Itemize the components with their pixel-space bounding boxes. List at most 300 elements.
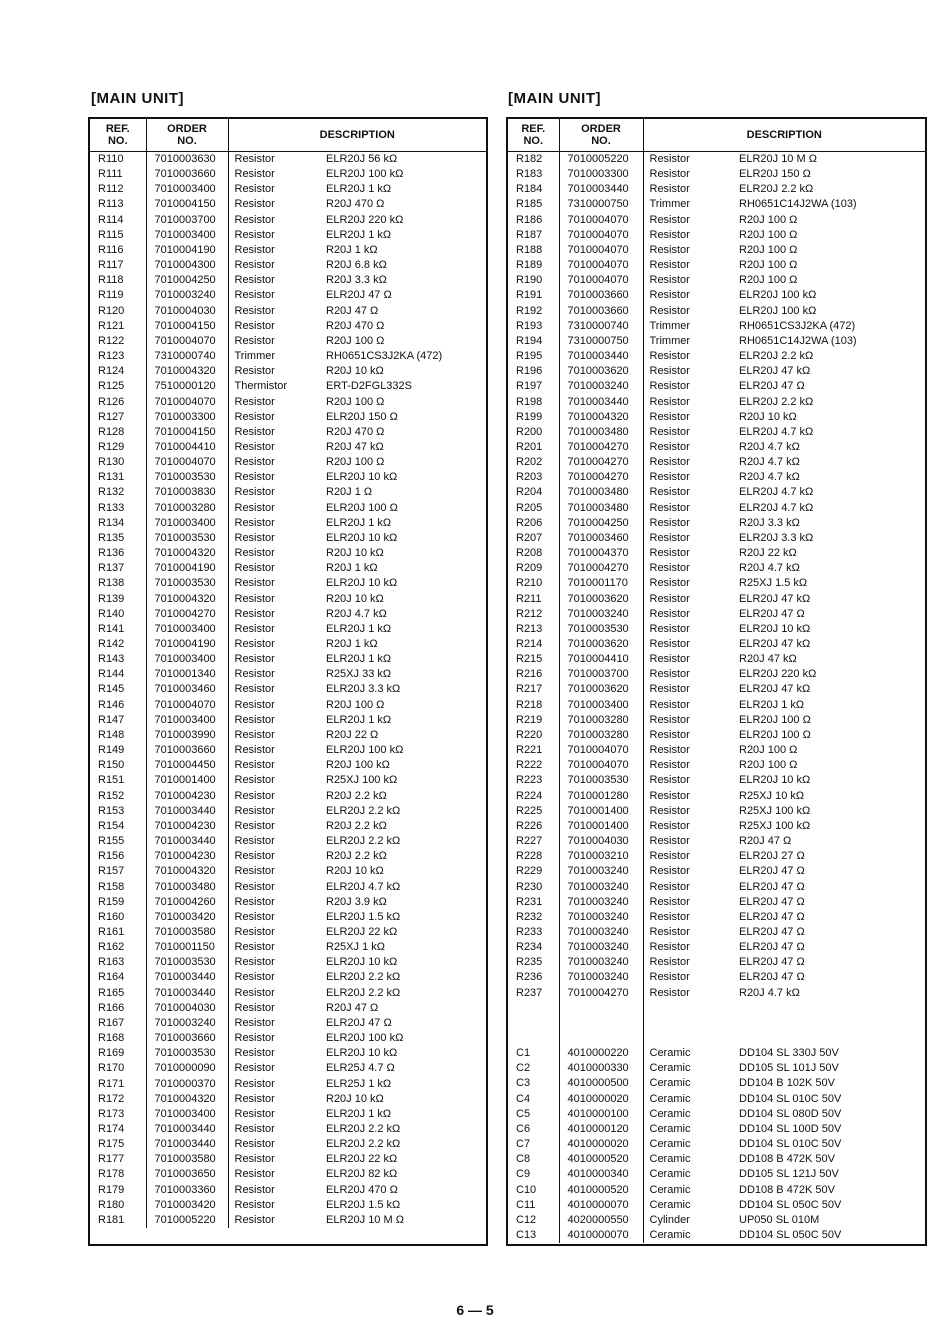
table-row bbox=[90, 213, 486, 228]
part-value-cell: ELR20J 56 kΩ bbox=[326, 153, 398, 165]
part-value-cell: DD104 SL 330J 50V bbox=[739, 1047, 839, 1060]
part-type-cell: Resistor bbox=[228, 637, 326, 652]
order-no-cell: 7010004070 bbox=[559, 758, 643, 773]
part-value-cell: R25XJ 1.5 kΩ bbox=[739, 577, 808, 590]
order-no-cell: 4010000500 bbox=[559, 1076, 643, 1091]
order-no-cell: 7010004270 bbox=[559, 986, 643, 1001]
part-type-cell: Resistor bbox=[228, 758, 326, 773]
order-no-cell: 7010004230 bbox=[146, 789, 228, 804]
table-row bbox=[508, 546, 925, 561]
order-no-cell: 7010000370 bbox=[146, 1077, 228, 1092]
ref-no-cell: R170 bbox=[98, 1062, 125, 1075]
ref-no-cell: R158 bbox=[98, 880, 125, 893]
ref-no-cell: R140 bbox=[98, 607, 125, 620]
order-no-cell: 7510000120 bbox=[146, 379, 228, 394]
part-value-cell: ELR20J 100 kΩ bbox=[326, 168, 404, 181]
table-row bbox=[508, 197, 925, 212]
ref-no-cell: R126 bbox=[98, 395, 125, 408]
part-type-cell: Ceramic bbox=[643, 1076, 739, 1091]
order-no-cell: 7010004030 bbox=[146, 304, 228, 319]
part-type-cell: Resistor bbox=[643, 592, 739, 607]
part-type-cell: Resistor bbox=[228, 395, 326, 410]
part-value-cell: R20J 47 Ω bbox=[326, 304, 379, 317]
table-row bbox=[508, 1076, 925, 1091]
part-type-cell: Resistor bbox=[228, 789, 326, 804]
part-type-cell: Resistor bbox=[643, 379, 739, 394]
table-row bbox=[508, 1213, 925, 1228]
part-value-cell: R20J 1 kΩ bbox=[326, 562, 378, 575]
ref-no-cell: R136 bbox=[98, 547, 125, 560]
ref-no-cell: R146 bbox=[98, 698, 125, 711]
part-value-cell: R20J 1 Ω bbox=[326, 486, 373, 499]
ref-no-cell: R143 bbox=[98, 653, 125, 666]
order-no-cell: 7010003660 bbox=[146, 743, 228, 758]
table-row bbox=[508, 1107, 925, 1122]
table-row bbox=[508, 758, 925, 773]
table-row bbox=[508, 592, 925, 607]
part-type-cell: Resistor bbox=[228, 1107, 326, 1122]
part-value-cell: ELR20J 100 kΩ bbox=[739, 304, 817, 317]
part-value-cell: ELR20J 1 kΩ bbox=[326, 516, 392, 529]
part-value-cell: ELR20J 1 kΩ bbox=[326, 183, 392, 196]
table-row bbox=[90, 182, 486, 197]
ref-no-cell: R149 bbox=[98, 744, 125, 757]
part-type-cell: Resistor bbox=[228, 1167, 326, 1182]
part-type-cell: Resistor bbox=[228, 1122, 326, 1137]
order-no-cell: 7010003240 bbox=[559, 955, 643, 970]
order-no-cell: 7010004450 bbox=[146, 758, 228, 773]
order-no-cell: 7010003830 bbox=[146, 485, 228, 500]
order-no-cell: 7010004070 bbox=[559, 273, 643, 288]
ref-no-cell: R209 bbox=[516, 562, 543, 575]
order-no-cell: 7010004300 bbox=[146, 258, 228, 273]
part-type-cell bbox=[643, 1031, 739, 1046]
part-value-cell: ELR20J 150 Ω bbox=[739, 168, 811, 181]
part-value-cell: R20J 100 Ω bbox=[739, 213, 798, 226]
part-value-cell: R20J 2.2 kΩ bbox=[326, 850, 387, 863]
order-no-cell: 7010003650 bbox=[146, 1167, 228, 1182]
table-row bbox=[90, 440, 486, 455]
order-no-cell: 7010003400 bbox=[146, 622, 228, 637]
part-value-cell: R20J 47 kΩ bbox=[326, 440, 384, 453]
order-no-cell: 7010004190 bbox=[146, 637, 228, 652]
table-row bbox=[90, 1092, 486, 1107]
part-value-cell: ELR20J 10 kΩ bbox=[739, 622, 811, 635]
order-no-cell: 7010004320 bbox=[146, 592, 228, 607]
order-no-cell: 7010003240 bbox=[559, 607, 643, 622]
ref-no-cell: R123 bbox=[98, 350, 125, 363]
ref-no-cell: R162 bbox=[98, 941, 125, 954]
part-value-cell: ELR20J 27 Ω bbox=[739, 850, 805, 863]
part-type-cell: Resistor bbox=[643, 349, 739, 364]
order-no-cell: 7010001150 bbox=[146, 940, 228, 955]
order-no-cell: 7010003660 bbox=[146, 1031, 228, 1046]
part-value-cell: ELR20J 2.2 kΩ bbox=[326, 1138, 401, 1151]
part-value-cell: R20J 100 Ω bbox=[739, 228, 798, 241]
order-no-cell bbox=[559, 1031, 643, 1046]
table-row bbox=[508, 501, 925, 516]
part-value-cell: ELR20J 47 kΩ bbox=[739, 592, 811, 605]
part-type-cell: Resistor bbox=[228, 864, 326, 879]
part-type-cell: Resistor bbox=[228, 1031, 326, 1046]
table-row bbox=[90, 1183, 486, 1198]
part-value-cell: R20J 470 Ω bbox=[326, 198, 385, 211]
table-row bbox=[90, 743, 486, 758]
part-value-cell: R20J 4.7 kΩ bbox=[326, 607, 387, 620]
ref-no-cell: R230 bbox=[516, 880, 543, 893]
part-value-cell: ELR25J 1 kΩ bbox=[326, 1077, 392, 1090]
part-value-cell: ELR20J 2.2 kΩ bbox=[739, 395, 814, 408]
ref-no-cell: R111 bbox=[98, 168, 123, 181]
part-type-cell: Resistor bbox=[228, 1213, 326, 1228]
part-type-cell: Resistor bbox=[228, 910, 326, 925]
table-row bbox=[508, 395, 925, 410]
part-value-cell: R20J 47 Ω bbox=[326, 1001, 379, 1014]
part-value-cell: ELR20J 47 Ω bbox=[739, 895, 805, 908]
part-value-cell: ELR20J 100 kΩ bbox=[739, 289, 817, 302]
part-type-cell: Resistor bbox=[228, 228, 326, 243]
part-value-cell: R25XJ 1 kΩ bbox=[326, 941, 385, 954]
table-row bbox=[90, 152, 486, 168]
table-row bbox=[90, 1016, 486, 1031]
table-row bbox=[90, 304, 486, 319]
ref-no-cell: R125 bbox=[98, 380, 125, 393]
part-value-cell: ELR20J 1.5 kΩ bbox=[326, 1198, 401, 1211]
part-value-cell: R20J 4.7 kΩ bbox=[739, 456, 800, 469]
part-value-cell: DD108 B 472K 50V bbox=[739, 1153, 836, 1166]
ref-no-cell: R193 bbox=[516, 319, 543, 332]
part-type-cell: Resistor bbox=[228, 925, 326, 940]
part-value-cell: ELR20J 82 kΩ bbox=[326, 1168, 398, 1181]
part-type-cell: Resistor bbox=[228, 546, 326, 561]
part-type-cell: Resistor bbox=[643, 455, 739, 470]
table-row bbox=[90, 1046, 486, 1061]
table-row bbox=[508, 1001, 925, 1016]
order-no-cell: 7010001280 bbox=[559, 789, 643, 804]
table-row bbox=[508, 986, 925, 1001]
part-value-cell: R25XJ 100 kΩ bbox=[739, 819, 811, 832]
part-type-cell: Trimmer bbox=[643, 334, 739, 349]
table-row bbox=[508, 1228, 925, 1243]
table-row bbox=[508, 319, 925, 334]
part-type-cell: Resistor bbox=[643, 637, 739, 652]
order-no-cell: 7010001400 bbox=[559, 819, 643, 834]
part-value-cell: ELR20J 10 kΩ bbox=[326, 577, 398, 590]
part-value-cell: ELR20J 47 Ω bbox=[739, 380, 805, 393]
ref-no-cell: R210 bbox=[516, 577, 543, 590]
part-type-cell: Resistor bbox=[643, 516, 739, 531]
ref-no-cell: R144 bbox=[98, 668, 125, 681]
table-row bbox=[90, 531, 486, 546]
order-no-cell: 7010003700 bbox=[559, 667, 643, 682]
part-type-cell: Resistor bbox=[228, 455, 326, 470]
ref-no-cell: R121 bbox=[98, 319, 125, 332]
table-row bbox=[508, 880, 925, 895]
table-row bbox=[90, 1198, 486, 1213]
order-no-cell: 7010003620 bbox=[559, 682, 643, 697]
order-no-cell: 7010003400 bbox=[146, 1107, 228, 1122]
ref-no-cell: R156 bbox=[98, 850, 125, 863]
description-header: DESCRIPTION bbox=[228, 119, 486, 152]
ref-no-cell: R113 bbox=[98, 198, 124, 211]
ref-no-cell: R200 bbox=[516, 425, 543, 438]
part-type-cell: Resistor bbox=[228, 1183, 326, 1198]
part-value-cell: ELR20J 1 kΩ bbox=[326, 228, 392, 241]
order-no-cell: 7010004070 bbox=[146, 698, 228, 713]
table-row bbox=[90, 425, 486, 440]
ref-no-cell: R207 bbox=[516, 531, 543, 544]
ref-no-cell: R116 bbox=[98, 243, 124, 256]
part-type-cell: Resistor bbox=[228, 834, 326, 849]
part-value-cell: R20J 2.2 kΩ bbox=[326, 789, 387, 802]
ref-no-cell: R174 bbox=[98, 1123, 125, 1135]
ref-no-cell: R117 bbox=[98, 259, 124, 272]
part-type-cell: Resistor bbox=[643, 910, 739, 925]
order-no-cell: 7010003280 bbox=[559, 713, 643, 728]
order-no-cell: 7010003580 bbox=[146, 1152, 228, 1167]
ref-no-cell: R138 bbox=[98, 577, 125, 590]
part-type-cell: Ceramic bbox=[643, 1137, 739, 1152]
part-type-cell: Resistor bbox=[643, 955, 739, 970]
table-row bbox=[90, 455, 486, 470]
part-value-cell: ELR20J 2.2 kΩ bbox=[739, 350, 814, 363]
table-row bbox=[508, 652, 925, 667]
part-value-cell bbox=[739, 1016, 925, 1031]
part-type-cell: Resistor bbox=[228, 167, 326, 182]
table-row bbox=[508, 622, 925, 637]
order-no-cell: 7010004070 bbox=[146, 395, 228, 410]
order-no-cell: 7010003210 bbox=[559, 849, 643, 864]
part-type-cell: Resistor bbox=[228, 319, 326, 334]
table-row bbox=[508, 1167, 925, 1182]
order-no-cell: 7010004410 bbox=[559, 652, 643, 667]
ref-no-cell: R225 bbox=[516, 804, 543, 817]
part-value-cell: DD104 SL 010C 50V bbox=[739, 1092, 842, 1105]
order-no-cell: 7010003240 bbox=[559, 379, 643, 394]
part-type-cell: Ceramic bbox=[643, 1198, 739, 1213]
part-type-cell: Resistor bbox=[643, 758, 739, 773]
part-type-cell: Resistor bbox=[643, 440, 739, 455]
part-value-cell: ELR20J 100 Ω bbox=[739, 728, 811, 741]
order-no-header: ORDER NO. bbox=[146, 119, 228, 152]
part-type-cell: Resistor bbox=[643, 228, 739, 243]
ref-no-cell: C12 bbox=[516, 1213, 537, 1226]
order-no-cell: 7010003400 bbox=[559, 698, 643, 713]
table-row bbox=[90, 592, 486, 607]
table-row bbox=[508, 1183, 925, 1198]
part-value-cell: R20J 100 Ω bbox=[326, 395, 385, 408]
order-no-cell: 7310000750 bbox=[559, 334, 643, 349]
order-no-cell: 7010003420 bbox=[146, 1198, 228, 1213]
part-type-cell: Resistor bbox=[228, 592, 326, 607]
part-type-cell: Resistor bbox=[228, 955, 326, 970]
table-row bbox=[508, 410, 925, 425]
part-value-cell bbox=[739, 1031, 925, 1046]
order-no-cell: 7010004150 bbox=[146, 197, 228, 212]
ref-no-cell: R181 bbox=[98, 1213, 125, 1226]
part-value-cell: R20J 4.7 kΩ bbox=[739, 471, 800, 484]
table-row bbox=[90, 986, 486, 1001]
part-value-cell: R20J 10 kΩ bbox=[326, 547, 384, 560]
ref-no-cell: R191 bbox=[516, 289, 543, 302]
order-no-cell: 7010004070 bbox=[559, 243, 643, 258]
ref-no-cell: R219 bbox=[516, 713, 543, 726]
part-type-cell: Resistor bbox=[228, 243, 326, 258]
part-value-cell: R20J 2.2 kΩ bbox=[326, 819, 387, 832]
ref-no-cell: R147 bbox=[98, 713, 125, 726]
ref-no-cell: R221 bbox=[516, 744, 543, 757]
ref-no-cell: C11 bbox=[516, 1198, 536, 1211]
part-type-cell: Resistor bbox=[643, 804, 739, 819]
order-no-cell: 7010003480 bbox=[146, 880, 228, 895]
part-value-cell: ELR25J 4.7 Ω bbox=[326, 1062, 395, 1075]
table-row bbox=[508, 1046, 925, 1061]
part-value-cell: R20J 10 kΩ bbox=[326, 592, 384, 605]
table-row bbox=[90, 258, 486, 273]
order-no-cell: 7010003440 bbox=[146, 804, 228, 819]
order-no-cell: 7010003400 bbox=[146, 713, 228, 728]
part-value-cell: ELR20J 47 Ω bbox=[739, 956, 805, 969]
part-value-cell: DD104 SL 050C 50V bbox=[739, 1198, 842, 1211]
ref-no-cell: R161 bbox=[98, 925, 125, 938]
order-no-cell: 7010003530 bbox=[146, 531, 228, 546]
part-value-cell: ELR20J 4.7 kΩ bbox=[739, 425, 814, 438]
table-row bbox=[508, 895, 925, 910]
ref-no-cell: R180 bbox=[98, 1198, 125, 1211]
table-row bbox=[90, 698, 486, 713]
part-type-cell: Resistor bbox=[228, 288, 326, 303]
ref-no-cell: R139 bbox=[98, 592, 125, 605]
table-row bbox=[508, 470, 925, 485]
part-type-cell: Resistor bbox=[228, 1198, 326, 1213]
order-no-cell: 7010001400 bbox=[146, 773, 228, 788]
order-no-cell: 4010000100 bbox=[559, 1107, 643, 1122]
part-value-cell: ELR20J 47 kΩ bbox=[739, 365, 811, 378]
ref-no-cell: R130 bbox=[98, 456, 125, 469]
part-value-cell: ELR20J 100 kΩ bbox=[326, 744, 404, 757]
order-no-cell: 4010000120 bbox=[559, 1122, 643, 1137]
part-value-cell: ELR20J 47 kΩ bbox=[739, 638, 811, 650]
part-value-cell: R20J 100 Ω bbox=[739, 274, 798, 287]
part-type-cell: Resistor bbox=[228, 1016, 326, 1031]
ref-no-cell: R154 bbox=[98, 819, 125, 832]
ref-no-cell: R235 bbox=[516, 956, 543, 969]
ref-no-cell: R237 bbox=[516, 986, 543, 999]
ref-no-cell: C1 bbox=[516, 1047, 531, 1060]
table-row bbox=[90, 1137, 486, 1152]
part-type-cell: Resistor bbox=[643, 713, 739, 728]
ref-no-cell: R182 bbox=[516, 153, 543, 165]
part-value-cell: ELR20J 47 Ω bbox=[739, 880, 805, 893]
ref-no-cell: R155 bbox=[98, 835, 125, 848]
order-no-cell: 7010003300 bbox=[559, 167, 643, 182]
table-row bbox=[90, 804, 486, 819]
description-header: DESCRIPTION bbox=[643, 119, 925, 152]
ref-no-cell: R131 bbox=[98, 471, 125, 484]
order-no-cell: 7010003620 bbox=[559, 364, 643, 379]
part-type-cell: Resistor bbox=[228, 470, 326, 485]
part-value-cell: ELR20J 1 kΩ bbox=[326, 713, 392, 726]
ref-no-cell: R194 bbox=[516, 334, 543, 347]
table-row bbox=[90, 622, 486, 637]
table-row bbox=[508, 849, 925, 864]
part-type-cell: Resistor bbox=[228, 425, 326, 440]
order-no-cell: 7010004190 bbox=[146, 243, 228, 258]
part-type-cell: Resistor bbox=[228, 1046, 326, 1061]
table-row bbox=[90, 637, 486, 652]
part-value-cell: ELR20J 10 M Ω bbox=[326, 1213, 404, 1226]
order-no-cell: 7010003440 bbox=[559, 349, 643, 364]
table-row bbox=[508, 152, 925, 168]
part-type-cell: Resistor bbox=[643, 167, 739, 182]
part-value-cell: R20J 3.9 kΩ bbox=[326, 895, 387, 908]
table-row bbox=[508, 864, 925, 879]
ref-no-cell bbox=[508, 1016, 559, 1031]
ref-no-cell: R229 bbox=[516, 865, 543, 878]
part-value-cell: ELR20J 47 Ω bbox=[326, 289, 392, 302]
order-no-cell: 7010003400 bbox=[146, 516, 228, 531]
table-row bbox=[508, 485, 925, 500]
order-no-cell: 7010004030 bbox=[559, 834, 643, 849]
part-value-cell: ELR20J 10 kΩ bbox=[739, 774, 811, 787]
ref-no-cell: C6 bbox=[516, 1122, 531, 1135]
table-row bbox=[90, 228, 486, 243]
ref-no-cell: R167 bbox=[98, 1016, 125, 1029]
part-value-cell: R20J 1 kΩ bbox=[326, 243, 378, 256]
part-value-cell: R20J 100 kΩ bbox=[326, 759, 390, 772]
order-no-cell: 7010003240 bbox=[559, 925, 643, 940]
ref-no-header: REF. NO. bbox=[508, 119, 559, 152]
part-type-cell: Resistor bbox=[643, 970, 739, 985]
part-type-cell: Ceramic bbox=[643, 1107, 739, 1122]
ref-no-cell: R224 bbox=[516, 789, 543, 802]
part-value-cell: ERT-D2FGL332S bbox=[326, 380, 413, 393]
ref-no-cell: R217 bbox=[516, 683, 543, 696]
ref-no-cell bbox=[508, 1031, 559, 1046]
table-row bbox=[90, 243, 486, 258]
ref-no-cell: R151 bbox=[98, 774, 125, 787]
table-row bbox=[90, 379, 486, 394]
part-type-cell: Resistor bbox=[228, 516, 326, 531]
part-value-cell: R20J 100 Ω bbox=[326, 334, 385, 347]
order-no-cell: 7010004070 bbox=[559, 743, 643, 758]
order-no-cell: 7010003240 bbox=[559, 910, 643, 925]
part-value-cell: ELR20J 1.5 kΩ bbox=[326, 910, 401, 923]
ref-no-cell: R183 bbox=[516, 168, 543, 181]
table-row bbox=[90, 713, 486, 728]
part-value-cell: ELR20J 2.2 kΩ bbox=[326, 971, 401, 984]
part-value-cell: ELR20J 4.7 kΩ bbox=[739, 501, 814, 514]
part-value-cell: R20J 470 Ω bbox=[326, 425, 385, 438]
ref-no-cell: R157 bbox=[98, 865, 125, 878]
ref-no-cell: R197 bbox=[516, 380, 543, 393]
part-value-cell: ELR20J 4.7 kΩ bbox=[326, 880, 401, 893]
part-value-cell: DD104 SL 010C 50V bbox=[739, 1138, 842, 1151]
order-no-cell: 7010004270 bbox=[559, 455, 643, 470]
table-row bbox=[90, 576, 486, 591]
part-type-cell: Cylinder bbox=[643, 1213, 739, 1228]
table-row bbox=[508, 288, 925, 303]
part-type-cell: Resistor bbox=[643, 607, 739, 622]
part-value-cell: R20J 10 kΩ bbox=[739, 410, 797, 423]
ref-no-cell: R222 bbox=[516, 759, 543, 772]
part-type-cell: Resistor bbox=[228, 561, 326, 576]
order-no-cell: 7010004070 bbox=[559, 213, 643, 228]
ref-no-cell: R211 bbox=[516, 592, 542, 605]
part-type-cell: Ceramic bbox=[643, 1122, 739, 1137]
table-row bbox=[508, 334, 925, 349]
part-type-cell: Resistor bbox=[643, 698, 739, 713]
